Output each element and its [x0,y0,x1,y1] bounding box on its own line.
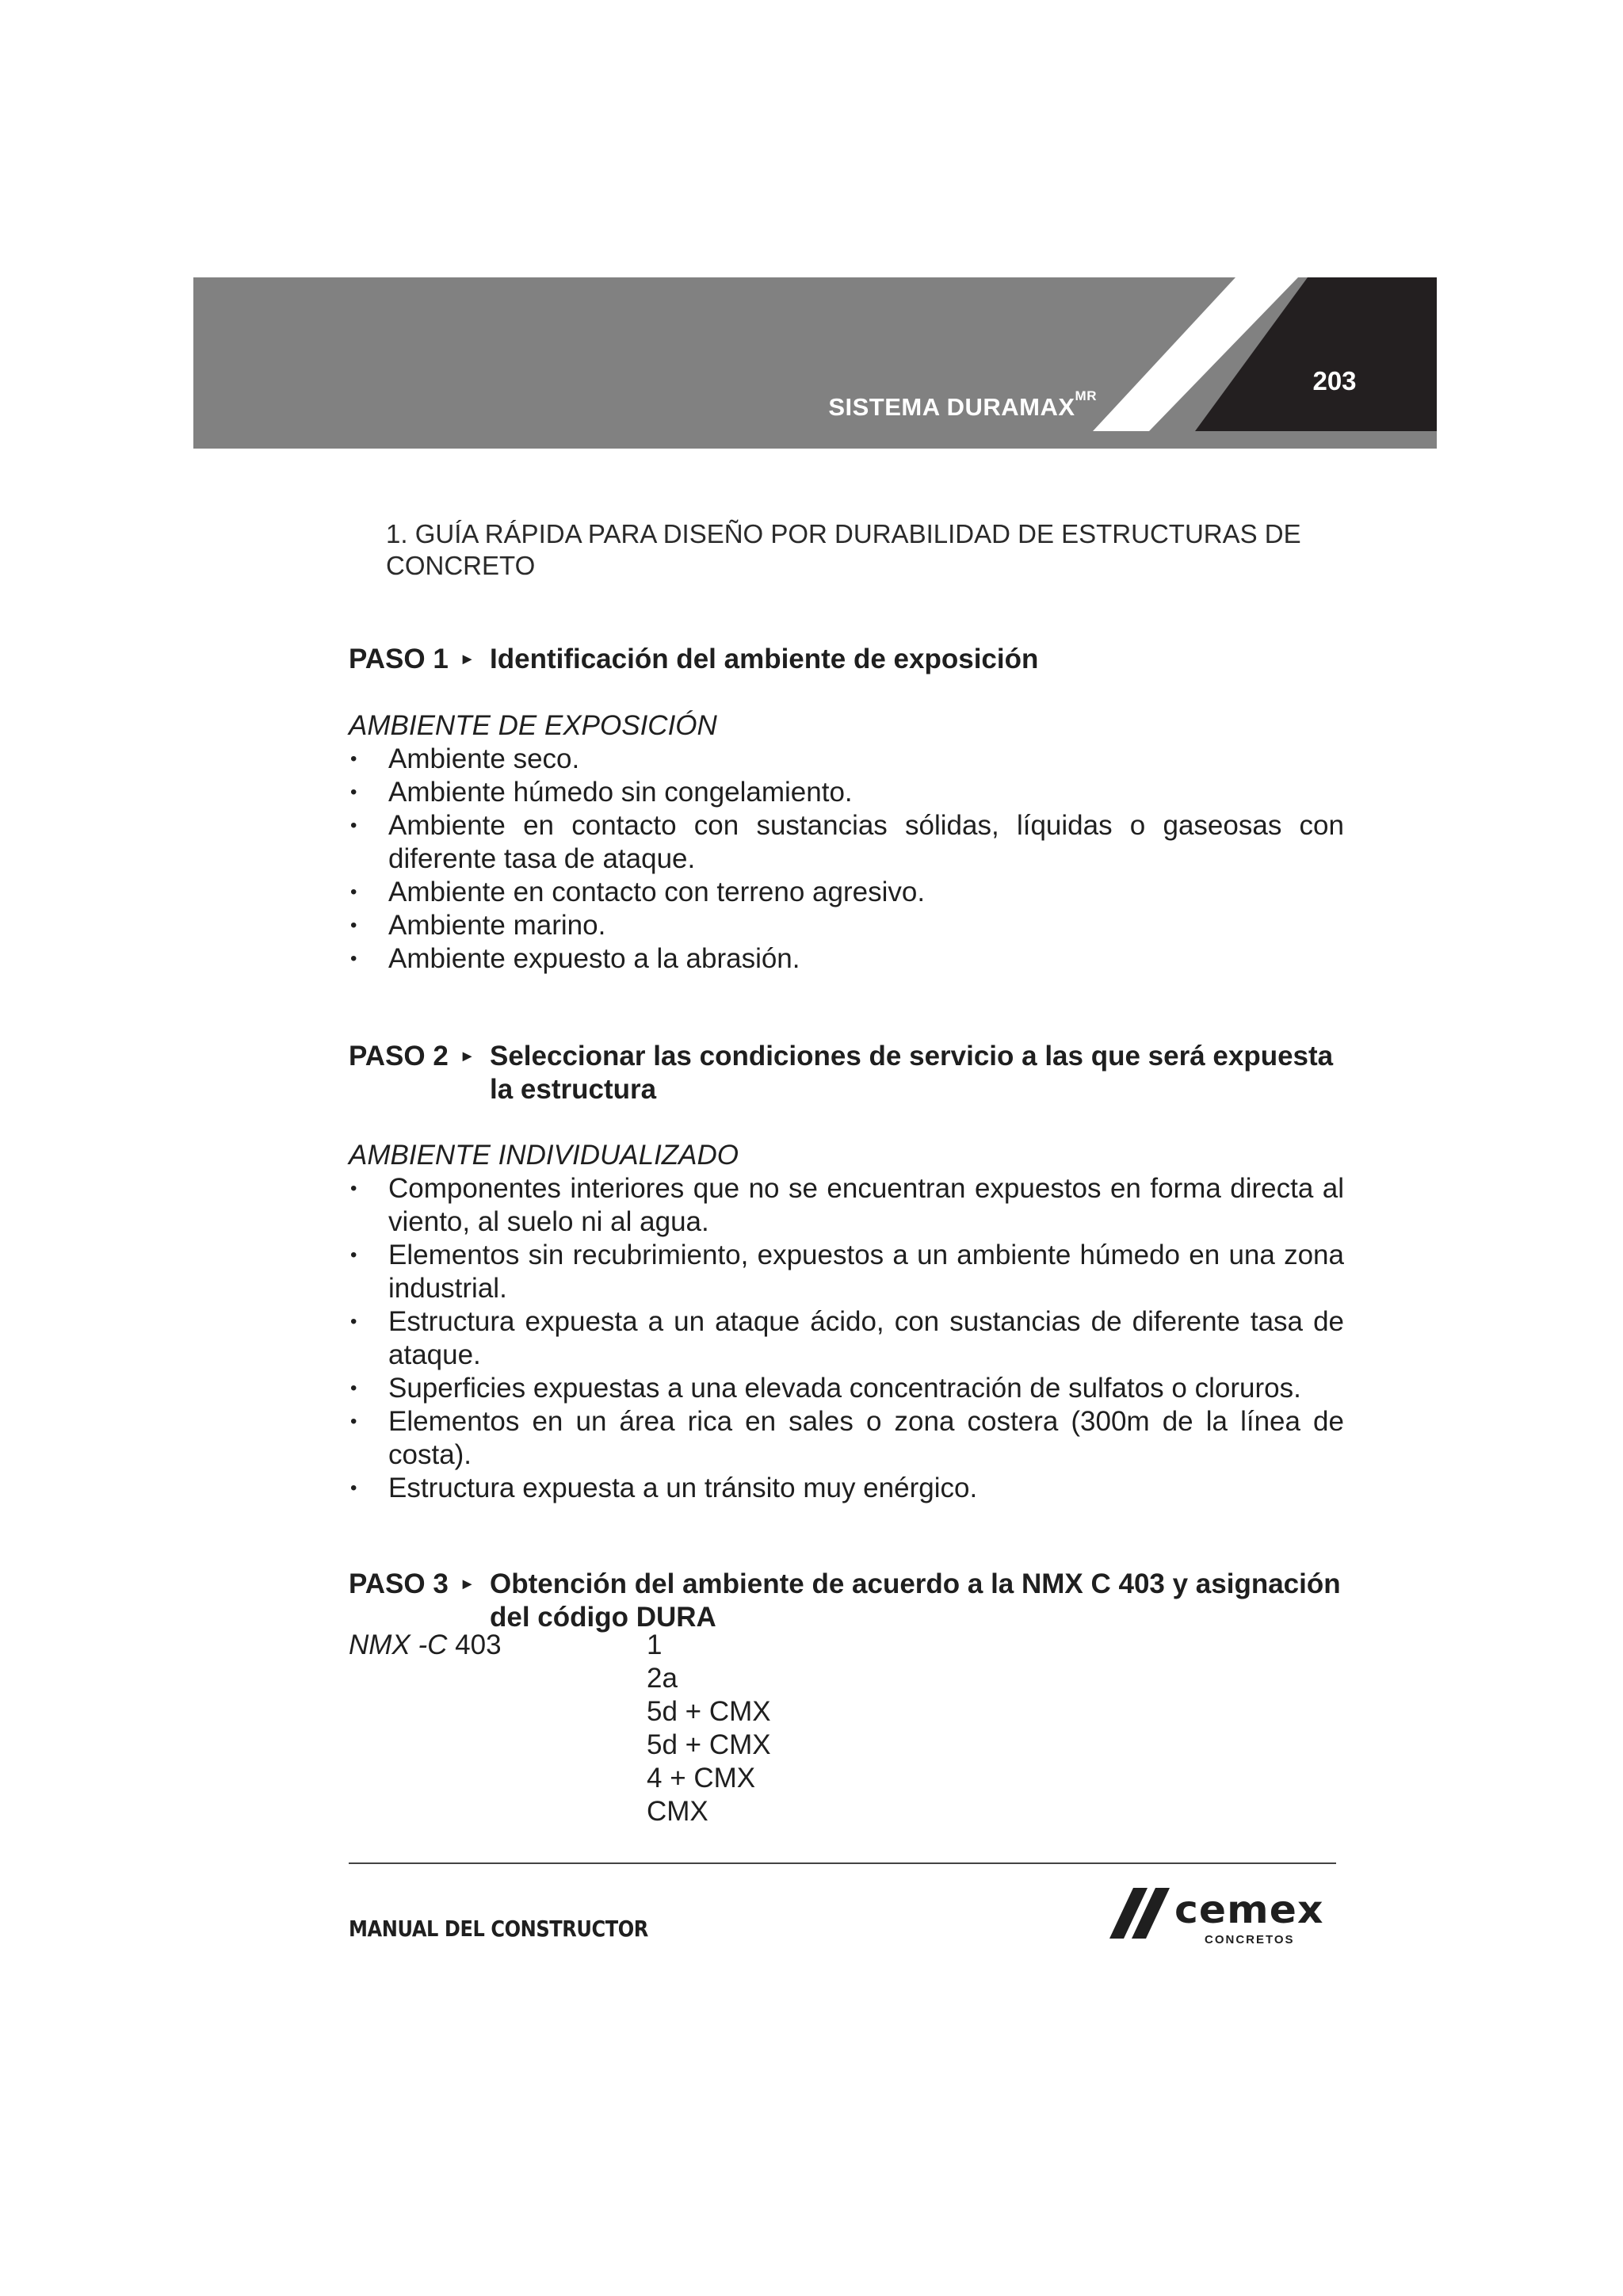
step-3-label: PASO 3 ► [349,1568,475,1599]
dura-code-list [647,1629,771,1828]
list-item: • Ambiente húmedo sin congelamiento. [349,776,1344,809]
footer-divider [349,1862,1336,1864]
list-item: • Ambiente seco. [349,743,1344,776]
step-3-heading: Obtención del ambiente de acuerdo a la NMX C 403 y asignación del código DURA [490,1568,1341,1633]
list-item: • Elementos sin recubrimiento, expuestos a un ambiente húmedo en una zona industrial. [349,1239,1344,1305]
list-item: • Ambiente marino. [349,909,1344,942]
step-2-list [349,1172,1344,1505]
step-2-heading: Seleccionar las condiciones de servicio a las que será expuesta la estructura [490,1041,1334,1105]
header-title-superscript: MR [1075,388,1097,403]
list-item: 1 [647,1629,663,1660]
list-item: 4 + CMX [647,1763,756,1794]
list-item: 5d + CMX [647,1696,771,1727]
step-1-heading: Identificación del ambiente de exposición [490,644,1039,674]
nmx-label: NMX -C 403 [349,1629,502,1660]
list-item: • Componentes interiores que no se encuentran expuestos en forma directa al viento, al suelo ni al agua. [349,1172,1344,1239]
list-item: • Elementos en un área rica en sales o zona costera (300m de la línea de costa). [349,1405,1344,1472]
list-item: 2a [647,1663,678,1694]
step-2-label: PASO 2 ► [349,1041,475,1072]
cemex-logo-wordmark: cemex [1174,1888,1324,1932]
section-title: 1. GUÍA RÁPIDA PARA DISEÑO POR DURABILIDAD DE ESTRUCTURAS DE CONCRETO [386,519,1301,580]
list-item: • Ambiente expuesto a la abrasión. [349,942,1344,976]
list-item: • Ambiente en contacto con sustancias sólidas, líquidas o gaseosas con diferente tasa de ataque. [349,809,1344,876]
list-item: • Ambiente en contacto con terreno agresivo. [349,876,1344,909]
step-arrow-icon: ► [459,651,475,668]
header-background [193,277,1437,449]
step-1-label: PASO 1 ► [349,644,475,674]
list-item: • Estructura expuesta a un ataque ácido, con sustancias de diferente tasa de ataque. [349,1305,1344,1372]
step-arrow-icon: ► [459,1576,475,1593]
page-number: 203 [1312,366,1357,395]
step-arrow-icon: ► [459,1048,475,1065]
cemex-logo [1109,1880,1324,1951]
footer-manual-title: MANUAL DEL CONSTRUCTOR [349,1916,648,1942]
list-item: 5d + CMX [647,1729,771,1760]
cemex-logo-subtitle: CONCRETOS [1205,1933,1295,1946]
step-2-subtitle: AMBIENTE INDIVIDUALIZADO [349,1140,739,1171]
step-1-subtitle: AMBIENTE DE EXPOSICIÓN [349,710,717,741]
list-item: • Estructura expuesta a un tránsito muy enérgico. [349,1472,1344,1505]
list-item: CMX [647,1796,708,1827]
list-item: • Superficies expuestas a una elevada concentración de sulfatos o cloruros. [349,1372,1344,1405]
header-title: SISTEMA $DURAMAX^{MR}$ [828,388,1097,421]
header-band [193,277,1437,449]
step-1-list [349,743,1344,976]
cemex-double-slash-icon [1109,1888,1173,1943]
